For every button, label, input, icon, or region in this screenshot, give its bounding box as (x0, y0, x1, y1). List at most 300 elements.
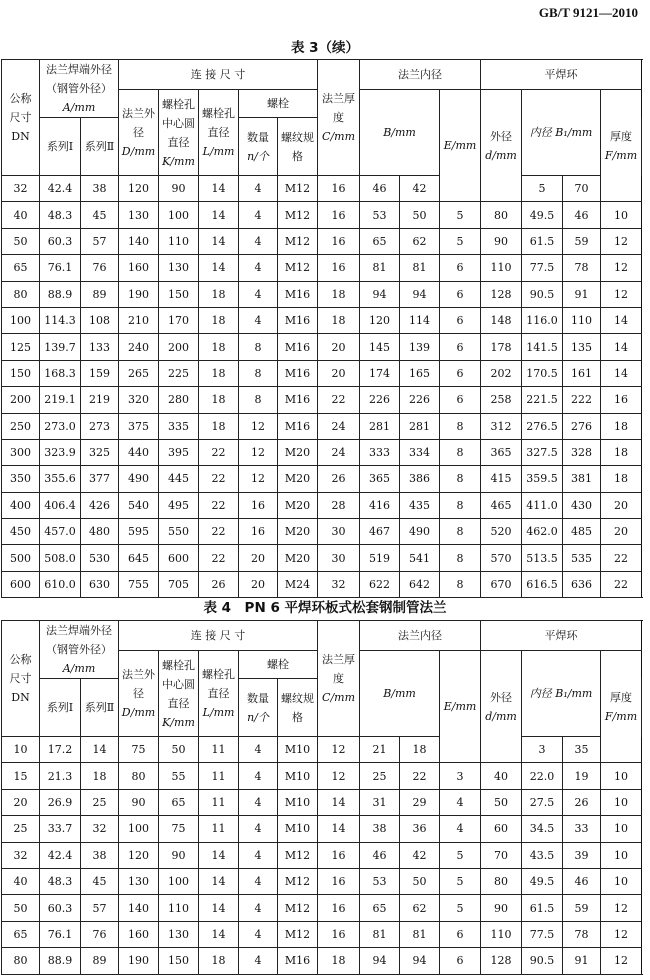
col-ring-od-header (481, 651, 522, 763)
table-cell: 14 (199, 255, 239, 281)
table-cell: 170 (159, 307, 199, 333)
table-cell: 226 (360, 387, 400, 413)
table-cell: 24 (318, 439, 360, 465)
table-cell: 281 (360, 413, 400, 439)
table-cell: 100 (159, 202, 199, 228)
table-cell: 81 (360, 255, 400, 281)
table-cell: 4 (239, 176, 278, 202)
table-cell: 22 (601, 545, 642, 571)
table-cell: 280 (159, 387, 199, 413)
table-row (2, 492, 642, 518)
table-cell: M16 (278, 360, 318, 386)
table-cell: 327.5 (522, 439, 563, 465)
table-cell: 312 (481, 413, 522, 439)
table-cell: 12 (239, 439, 278, 465)
table-cell: M12 (278, 202, 318, 228)
table-cell: 334 (400, 439, 440, 465)
table-cell: 32 (2, 842, 40, 868)
table-cell: 25 (360, 763, 400, 789)
table-cell: 18 (318, 281, 360, 307)
table-cell: 16 (239, 492, 278, 518)
table-cell: 150 (159, 948, 199, 974)
table-cell: 335 (159, 413, 199, 439)
table-cell: 110 (159, 895, 199, 921)
table-cell: 365 (481, 439, 522, 465)
bolt-hole-unit: L/mm (202, 145, 235, 158)
table-cell: 90 (481, 228, 522, 254)
table-cell: 90 (481, 895, 522, 921)
col-inner-b-header (360, 651, 440, 737)
table-cell: 190 (119, 281, 159, 307)
col-connection-header (119, 621, 318, 651)
weld-od-unit: A/mm (62, 662, 96, 675)
table-cell: 45 (81, 868, 119, 894)
table-cell: 90 (159, 176, 199, 202)
table-cell: 150 (2, 360, 40, 386)
table-cell: 11 (199, 763, 239, 789)
thread-label: 螺纹规格 (281, 130, 315, 163)
table-cell: 8 (239, 387, 278, 413)
thread-label: 螺纹规格 (281, 691, 315, 724)
table-row (2, 334, 642, 360)
table-cell: 541 (400, 545, 440, 571)
col-ring-od-header (481, 90, 522, 202)
table-cell: M20 (278, 519, 318, 545)
col-bolt-qty-header (239, 118, 278, 176)
table-cell: 400 (2, 492, 40, 518)
table-cell: 76 (81, 255, 119, 281)
table-cell: 622 (360, 571, 400, 597)
table-cell: 50 (400, 868, 440, 894)
table-cell: 200 (2, 387, 40, 413)
table-cell: 32 (318, 571, 360, 597)
table-cell: 6 (440, 948, 481, 974)
table-cell: 33 (563, 816, 601, 842)
table-cell: 165 (400, 360, 440, 386)
table-cell: 90.5 (522, 281, 563, 307)
table-cell: 27.5 (522, 789, 563, 815)
table-cell: 18 (601, 439, 642, 465)
table-cell: 406.4 (40, 492, 81, 518)
table-cell: 276.5 (522, 413, 563, 439)
table-cell: 14 (601, 307, 642, 333)
table-cell: 12 (601, 228, 642, 254)
table-cell: 16 (318, 842, 360, 868)
table-cell: 12 (318, 763, 360, 789)
col-flange-od-header (119, 651, 159, 737)
table-cell: 20 (601, 519, 642, 545)
table-cell: 90 (119, 789, 159, 815)
table-cell: 35 (563, 737, 601, 763)
table-cell: 411.0 (522, 492, 563, 518)
table-cell: 520 (481, 519, 522, 545)
table-row (2, 202, 642, 228)
table-cell: 320 (119, 387, 159, 413)
table-cell: 88.9 (40, 281, 81, 307)
col-inner-header (360, 60, 481, 90)
table-cell: 25 (81, 789, 119, 815)
table-cell: 18 (318, 948, 360, 974)
table-cell: M12 (278, 921, 318, 947)
table-cell: 25 (2, 816, 40, 842)
table-cell: 50 (2, 228, 40, 254)
table-cell: 5 (440, 228, 481, 254)
table-cell: 202 (481, 360, 522, 386)
table-cell: 62 (400, 228, 440, 254)
table-cell: 16 (318, 868, 360, 894)
table-cell: 440 (119, 439, 159, 465)
table-cell: 17.2 (40, 737, 81, 763)
table-cell: 210 (119, 307, 159, 333)
table-cell: 219.1 (40, 387, 81, 413)
bolt-qty-label: 数量 (247, 691, 269, 705)
table-cell: 12 (601, 895, 642, 921)
table-cell: M20 (278, 492, 318, 518)
table-row (2, 789, 642, 815)
table-cell: 94 (360, 281, 400, 307)
table-cell: 226 (400, 387, 440, 413)
table-cell: 78 (563, 921, 601, 947)
table-cell: 60.3 (40, 228, 81, 254)
table-cell: 125 (2, 334, 40, 360)
bolt-qty-unit: n/个 (247, 710, 269, 724)
table-cell: M10 (278, 737, 318, 763)
table-cell: 14 (601, 334, 642, 360)
table-cell: 12 (239, 466, 278, 492)
ring-od-unit: d/mm (485, 709, 517, 723)
table-cell: M16 (278, 413, 318, 439)
col-bolt-qty-header (239, 679, 278, 737)
table-cell: 76 (81, 921, 119, 947)
table-cell: 22 (199, 545, 239, 571)
table-cell: 75 (159, 816, 199, 842)
table-cell: 8 (440, 571, 481, 597)
table-cell: 4 (239, 816, 278, 842)
table-row (2, 176, 642, 202)
table-cell: 46 (360, 842, 400, 868)
table-cell: 323.9 (40, 439, 81, 465)
table-cell: 42 (400, 842, 440, 868)
table-cell: 161 (563, 360, 601, 386)
flange-od-unit: D/mm (121, 706, 156, 719)
table-cell: 94 (360, 948, 400, 974)
table-row (2, 439, 642, 465)
table-cell: 273.0 (40, 413, 81, 439)
table-cell: 4 (239, 228, 278, 254)
table-cell: 4 (239, 307, 278, 333)
table-cell: M12 (278, 868, 318, 894)
col-inner-e-header (440, 651, 481, 763)
table-cell: 10 (601, 842, 642, 868)
table-row (2, 948, 642, 974)
col-bolt-circle-header (159, 651, 199, 737)
table-cell: 355.6 (40, 466, 81, 492)
table-cell: 4 (239, 868, 278, 894)
table-cell: 636 (563, 571, 601, 597)
bolt-qty-unit: n/个 (247, 149, 269, 163)
table-cell: 21 (360, 737, 400, 763)
table-cell: 426 (81, 492, 119, 518)
weld-od-label: 法兰焊端外径（钢管外径） (46, 63, 112, 95)
table-cell: 222 (563, 387, 601, 413)
table-cell: 4 (239, 921, 278, 947)
table-cell: 48.3 (40, 868, 81, 894)
table-cell: 18 (318, 307, 360, 333)
ring-id-label: 内径 B₁/mm (529, 687, 593, 700)
table-cell: 550 (159, 519, 199, 545)
table-cell: 462.0 (522, 519, 563, 545)
table-cell: 4 (440, 789, 481, 815)
table-cell: 8 (440, 466, 481, 492)
table-cell: 110 (159, 228, 199, 254)
table-cell: 22 (199, 492, 239, 518)
table-cell: 81 (400, 255, 440, 281)
col-bolt-hole-header (199, 90, 239, 176)
table-cell: 6 (440, 360, 481, 386)
table-cell: 100 (159, 868, 199, 894)
table-cell: 150 (159, 281, 199, 307)
table-cell: 10 (601, 816, 642, 842)
table-cell: 139.7 (40, 334, 81, 360)
table-cell: 46 (563, 202, 601, 228)
table-cell: 5 (440, 868, 481, 894)
table-cell: 8 (440, 519, 481, 545)
table3 (1, 59, 642, 598)
table-cell: 80 (2, 948, 40, 974)
table-cell: 20 (239, 545, 278, 571)
table-cell: 240 (119, 334, 159, 360)
table-cell: 26 (199, 571, 239, 597)
table-cell: 14 (318, 816, 360, 842)
inner-b-unit: B/mm (383, 687, 416, 700)
bolt-qty-label: 数量 (247, 130, 269, 144)
table-cell: 60 (481, 816, 522, 842)
table-row (2, 360, 642, 386)
table-cell: 61.5 (522, 228, 563, 254)
table-cell: M16 (278, 307, 318, 333)
ring-t-unit: F/mm (604, 709, 638, 723)
table-cell: 65 (159, 789, 199, 815)
table-cell: 65 (360, 895, 400, 921)
table4 (1, 620, 642, 975)
thickness-unit: C/mm (322, 691, 356, 704)
table-cell: 77.5 (522, 921, 563, 947)
table-cell: 38 (81, 842, 119, 868)
table-cell: 16 (601, 387, 642, 413)
table-cell: 10 (2, 737, 40, 763)
table-cell: 32 (2, 176, 40, 202)
table-cell: 6 (440, 281, 481, 307)
table-cell: 50 (159, 737, 199, 763)
table-cell: 365 (360, 466, 400, 492)
table-cell: M10 (278, 763, 318, 789)
table-cell: 30 (318, 545, 360, 571)
table-cell: 22 (601, 571, 642, 597)
table-cell: 16 (318, 176, 360, 202)
table-row (2, 466, 642, 492)
ring-t-unit: F/mm (604, 148, 638, 162)
table-cell: 359.5 (522, 466, 563, 492)
weld-od-label: 法兰焊端外径（钢管外径） (46, 624, 112, 656)
table-cell: 53 (360, 202, 400, 228)
table-cell: M12 (278, 842, 318, 868)
table-cell: 49.5 (522, 868, 563, 894)
table-cell: 22 (199, 519, 239, 545)
table-cell: 219 (81, 387, 119, 413)
table-cell: 40 (481, 763, 522, 789)
table-cell: 22 (199, 439, 239, 465)
ring-od-label: 外径 (490, 129, 513, 143)
table-cell: 416 (360, 492, 400, 518)
table-cell: 80 (481, 202, 522, 228)
table-cell: 5 (440, 895, 481, 921)
table-cell: 38 (81, 176, 119, 202)
table-cell: 670 (481, 571, 522, 597)
table-cell: 21.3 (40, 763, 81, 789)
table-cell: 91 (563, 948, 601, 974)
table-row (2, 281, 642, 307)
table-cell: 100 (119, 816, 159, 842)
table-row (2, 413, 642, 439)
bolt-circle-label: 螺栓孔中心圆直径 (162, 658, 195, 710)
thickness-unit: C/mm (322, 130, 356, 143)
table-cell: 12 (601, 255, 642, 281)
table-cell: 76.1 (40, 255, 81, 281)
table-cell: 53 (360, 868, 400, 894)
table-row (2, 737, 642, 763)
table-cell: 26 (563, 789, 601, 815)
table-cell: 20 (2, 789, 40, 815)
table-cell: 535 (563, 545, 601, 571)
col-thread-header (278, 679, 318, 737)
table-cell: 59 (563, 228, 601, 254)
table-row (2, 763, 642, 789)
table-cell: 70 (481, 842, 522, 868)
table-cell: 273 (81, 413, 119, 439)
table-cell: 265 (119, 360, 159, 386)
col-thickness-header (318, 621, 360, 737)
thickness-label: 法兰厚度 (322, 653, 356, 685)
table-cell: 120 (360, 307, 400, 333)
table-cell: M16 (278, 334, 318, 360)
table-cell: 116.0 (522, 307, 563, 333)
table-cell: 14 (81, 737, 119, 763)
table-cell: 258 (481, 387, 522, 413)
thickness-label: 法兰厚度 (322, 92, 356, 124)
col-flange-od-header (119, 90, 159, 176)
table-cell: 4 (440, 816, 481, 842)
col-thickness-header (318, 60, 360, 176)
table-cell: 8 (239, 360, 278, 386)
table-cell: 110 (481, 921, 522, 947)
table-cell: 14 (199, 868, 239, 894)
table-cell: 6 (440, 307, 481, 333)
table-cell: 170.5 (522, 360, 563, 386)
table-cell: 49.5 (522, 202, 563, 228)
inner-e-unit: E/mm (443, 139, 477, 153)
inner-label: 法兰内径 (398, 68, 443, 81)
col-connection-header (119, 60, 318, 90)
table-cell: 328 (563, 439, 601, 465)
table-cell: 140 (119, 895, 159, 921)
table-cell: 160 (119, 255, 159, 281)
table-cell: 42 (400, 176, 440, 202)
table-cell: 40 (2, 868, 40, 894)
table-cell: 14 (199, 202, 239, 228)
table-cell: 4 (239, 948, 278, 974)
table-cell: 250 (2, 413, 40, 439)
table-cell: 6 (440, 255, 481, 281)
table-cell: M16 (278, 948, 318, 974)
table-cell: 77.5 (522, 255, 563, 281)
col-ring-header (481, 60, 642, 90)
table-cell: M20 (278, 466, 318, 492)
ring-od-label: 外径 (490, 690, 513, 704)
table-cell: 81 (400, 921, 440, 947)
table-cell: 530 (81, 545, 119, 571)
table-cell: 110 (481, 255, 522, 281)
table-cell: 18 (199, 307, 239, 333)
inner-label: 法兰内径 (398, 629, 443, 642)
bolt-hole-label: 螺栓孔直径 (202, 668, 235, 700)
table-cell: 12 (601, 948, 642, 974)
table-cell: 10 (601, 868, 642, 894)
table-cell: 435 (400, 492, 440, 518)
table-cell: 18 (81, 763, 119, 789)
table-cell: M12 (278, 228, 318, 254)
table-cell: 114 (400, 307, 440, 333)
connection-label: 连 接 尺 寸 (190, 68, 246, 81)
table-cell: 18 (199, 948, 239, 974)
table-cell: 26.9 (40, 789, 81, 815)
table-cell: 4 (239, 895, 278, 921)
table-cell: 5 (440, 842, 481, 868)
table-cell: 141.5 (522, 334, 563, 360)
table-cell: 630 (81, 571, 119, 597)
col-inner-e-header (440, 90, 481, 202)
table-cell: 130 (119, 868, 159, 894)
table-cell: 8 (239, 334, 278, 360)
ring-t-label: 厚度 (610, 129, 633, 143)
table-cell: 30 (318, 519, 360, 545)
table-row (2, 387, 642, 413)
table-cell: 485 (563, 519, 601, 545)
table-cell: 490 (119, 466, 159, 492)
table-cell: 89 (81, 948, 119, 974)
table-cell: 430 (563, 492, 601, 518)
bolt-circle-unit: K/mm (162, 715, 195, 729)
table-cell: 168.3 (40, 360, 81, 386)
table-cell: 120 (119, 842, 159, 868)
table-row (2, 307, 642, 333)
table-cell: 755 (119, 571, 159, 597)
table-cell: 22 (400, 763, 440, 789)
table-cell: 4 (239, 281, 278, 307)
table-cell: 135 (563, 334, 601, 360)
table-cell: 495 (159, 492, 199, 518)
table-cell: 4 (239, 789, 278, 815)
table-cell: 16 (318, 228, 360, 254)
table-cell: 595 (119, 519, 159, 545)
col-ring-header (481, 621, 642, 651)
table-cell: 705 (159, 571, 199, 597)
table-cell: 62 (400, 895, 440, 921)
table-cell: 48.3 (40, 202, 81, 228)
table-cell: 6 (440, 387, 481, 413)
table-cell: 43.5 (522, 842, 563, 868)
table-cell: 610.0 (40, 571, 81, 597)
table-cell: 14 (199, 921, 239, 947)
